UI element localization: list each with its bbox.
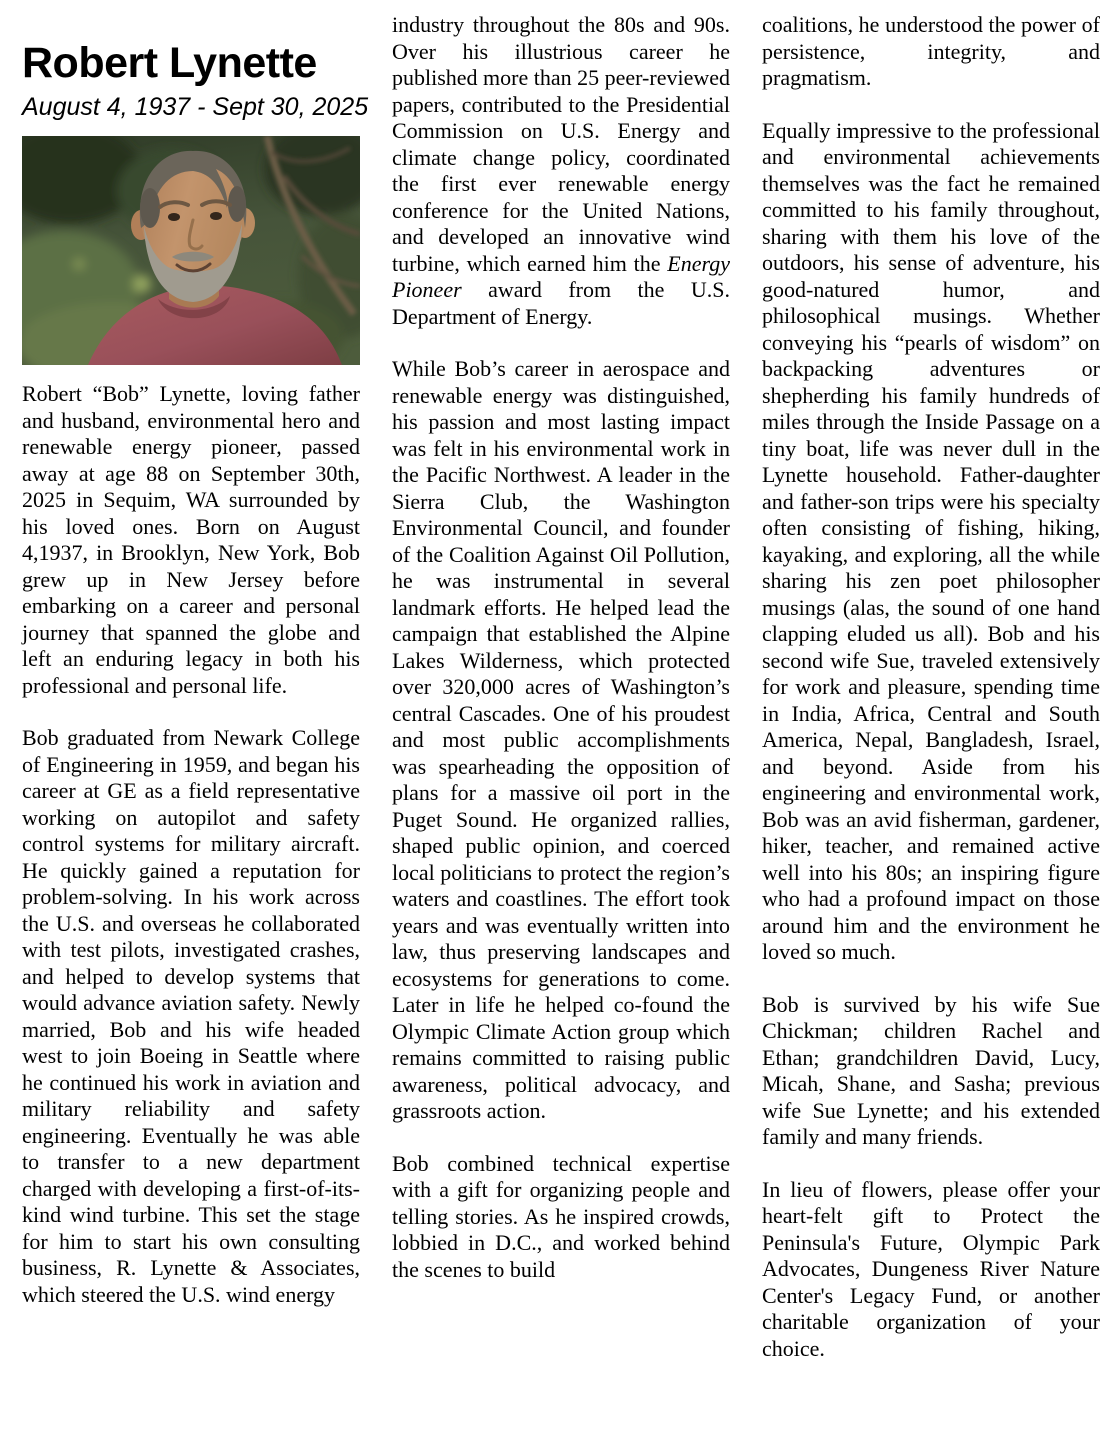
obituary-paragraph-7: Equally impressive to the professional and environmental achievements themselves was the fact he remained committed to his family throughout, sharing with them his love of the outdoors, his sense of adventure, his good-natured humor, and philosophical musings. Whether conveying his “pearls of wisdom” on backpacking adventures or shepherding his family hundreds of miles through the Inside Passage on a tiny boat, life was never dull in the Lynette household. Father-daughter and father-son trips were his specialty often consisting of fishing, hiking, kayaking, and exploring, all the while sharing his zen poet philosopher musings (alas, the sound of one hand clapping eluded us all). Bob and his second wife Sue, traveled extensively for work and pleasure, spending time in India, Africa, Central and South America, Nepal, Bangladesh, Israel, and beyond. Aside from his engineering and environmental work, Bob was an avid fisherman, gardener, hiker, teacher, and remained active well into his 80s; an inspiring figure who had a profound impact on those around him and the environment he loved so much. [762,117,1100,964]
right-eye [210,212,222,220]
obituary-paragraph-1: Robert “Bob” Lynette, loving father and husband, environmental hero and renewable energy pioneer, passed away at age 88 on September 30th, 2025 in Sequim, WA surrounded by his loved ones. Born on August 4,1937, in Brooklyn, New York, Bob grew up in New Jersey before embarking on a career and personal journey that spanned the globe and left an enduring legacy in both his professional and personal life. [22,381,360,698]
life-dates: August 4, 1937 - Sept 30, 2025 [22,93,369,121]
column-1 [22,12,369,1362]
obituary-paragraph-4: While Bob’s career in aerospace and renewable energy was distinguished, his passion and most lasting impact was felt in his environmental work in the Pacific Northwest. A leader in the Sierra Club, the Washington Environmental Council, and founder of the Coalition Against Oil Pollution, he was instrumental in several landmark efforts. He helped lead the campaign that established the Alpine Lakes Wilderness, which protected over 320,000 acres of Washington’s central Cascades. One of his proudest and most public accomplishments was spearheading the opposition of plans for a massive oil port in the Puget Sound. He organized rallies, shaped public opinion, and coerced local politicians to protect the region’s waters and coastlines. The effort took years and was eventually written into law, thus preserving landscapes and ecosystems for generations to come. Later in life he helped co-found the Olympic Climate Action group which remains committed to raising public awareness, political advocacy, and grassroots action. [392,356,730,1123]
obituary-paragraph-3 [392,12,730,330]
paragraph-text-after-award: award from the U.S. Department of Energy. [392,277,730,329]
column-2 [392,12,730,1362]
award-name-italic: Energy Pioneer [392,250,730,302]
hair-left-side [140,188,160,228]
obituary-paragraph-9: In lieu of flowers, please offer your heart-felt gift to Protect the Peninsula's Future, Olympic Park Advocates, Dungeness River Nature Center's Legacy Fund, or another charitable organization of your choice. [762,1176,1100,1361]
obituary-paragraph-5: Bob combined technical expertise with a gift for organizing people and telling stories. As he inspired crowds, lobbied in D.C., and worked behind the scenes to build [392,1150,730,1282]
portrait-photo-illustration [22,136,360,365]
portrait-photo [22,136,360,365]
obituary-paragraph-2: Bob graduated from Newark College of Engineering in 1959, and began his career at GE as a field representative working on autopilot and safety control systems for military aircraft. He quickly gained a reputation for problem-solving. In his work across the U.S. and overseas he collaborated with test pilots, investigated crashes, and helped to develop systems that would advance aviation safety. Newly married, Bob and his wife headed west to join Boeing in Seattle where he continued his work in aviation and military reliability and safety engineering. Eventually he was able to transfer to a new department charged with developing a first-of-its-kind wind turbine. This set the stage for him to start his own consulting business, R. Lynette & Associates, which steered the U.S. wind energy [22,725,360,1307]
paragraph-text-before-award: industry throughout the 80s and 90s. Over his illustrious career he published more than 25 peer-reviewed papers, contributed to the Presidential Commission on U.S. Energy and climate change policy, coordinated the first ever renewable energy conference for the United Nations, and developed an innovative wind turbine, which earned him the [392,12,730,276]
obituary-paragraph-6: coalitions, he understood the power of persistence, integrity, and pragmatism. [762,12,1100,90]
column-3 [762,12,1100,1362]
page-title: Robert Lynette [22,39,317,87]
obituary-paragraph-8: Bob is survived by his wife Sue Chickman; children Rachel and Ethan; grandchildren David, Lucy, Micah, Shane, and Sasha; previous wife Sue Lynette; and his extended family and many friends. [762,991,1100,1149]
left-eye [168,213,180,221]
